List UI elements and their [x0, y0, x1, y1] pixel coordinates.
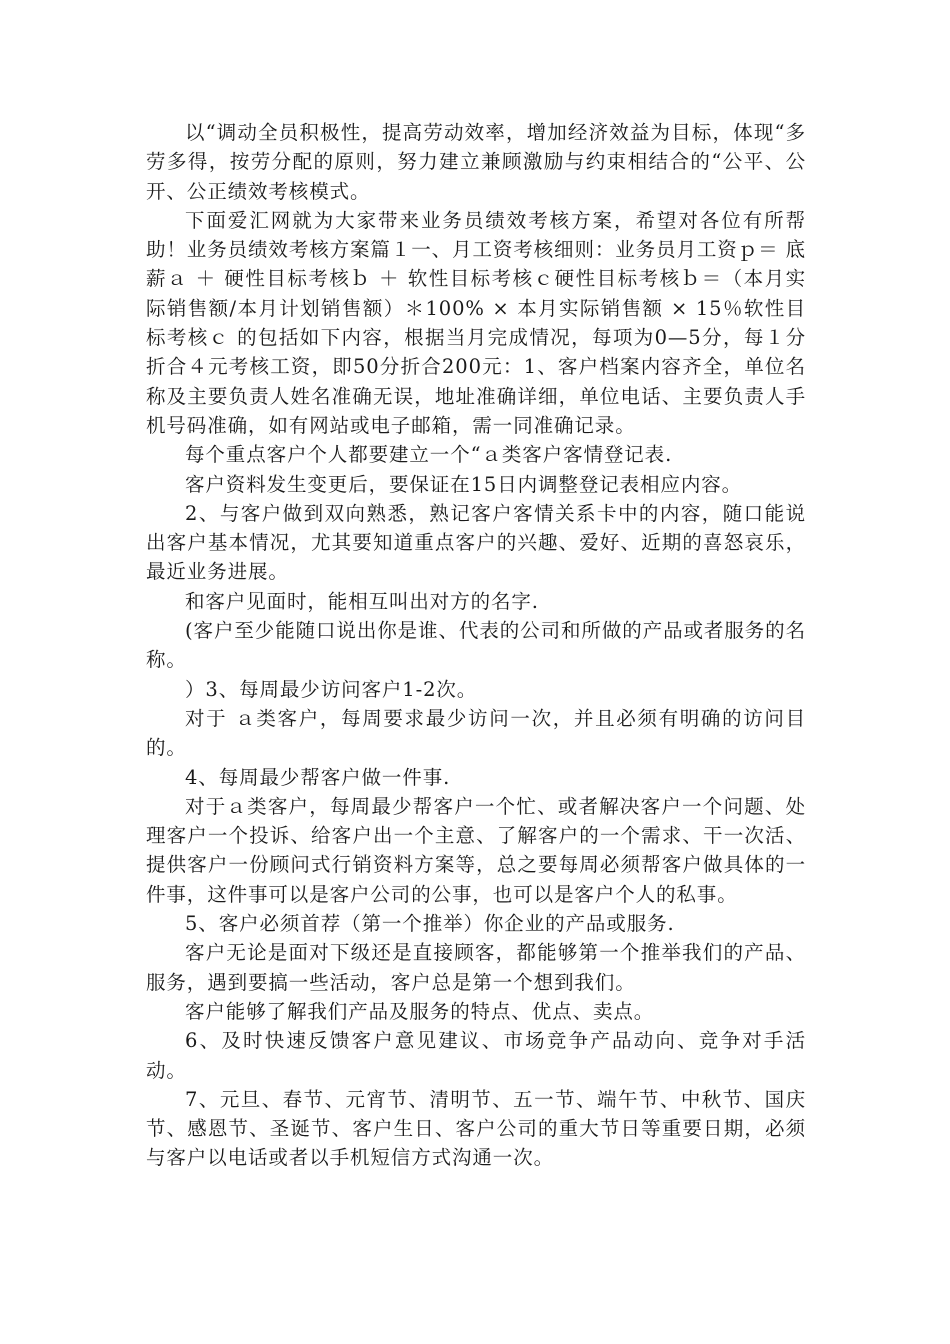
paragraph-item-6: 6、及时快速反馈客户意见建议、市场竞争产品动向、竞争对手活动。 [146, 1029, 806, 1082]
paragraph-plan-details: 下面爱汇网就为大家带来业务员绩效考核方案，希望对各位有所帮助！业务员绩效考核方案篇１一、月工资考核细则：业务员月工资ｐ＝ 底薪ａ ＋ 硬性目标考核ｂ ＋ 软性目标考核ｃ硬性目标考核ｂ＝（本月实际销售额/本月计划销售额）＊100% × 本月实际销售额 × 15％软性目标考核ｃ 的包括如下内容，根据当月完成情况，每项为0—5分，每１分折合４元考核工资，即50分折合200元：1、客户档案内容齐全，单位名称及主要负责人姓名准确无误，地址准确详细，单位电话、主要负责人手机号码准确，如有网站或电子邮箱，需一同准确记录。 [146, 208, 806, 437]
paragraph-client-register: 每个重点客户个人都要建立一个“ａ类客户客情登记表. [185, 443, 673, 467]
paragraph-item-4: 4、每周最少帮客户做一件事. [185, 765, 451, 789]
paragraph-client-recall: (客户至少能随口说出你是谁、代表的公司和所做的产品或者服务的名称。 [146, 619, 806, 672]
paragraph-recommend: 客户无论是面对下级还是直接顾客，都能够第一个推举我们的产品、服务，遇到要搞一些活动，客户总是第一个想到我们。 [146, 941, 806, 994]
paragraph-intro: 以“调动全员积极性，提高劳动效率，增加经济效益为目标，体现“多劳多得，按劳分配的原则，努力建立兼顾激励与约束相结合的“公平、公开、公正绩效考核模式。 [146, 121, 806, 203]
paragraph-item-3: ）3、每周最少访问客户1-2次。 [185, 677, 478, 701]
document-body [146, 118, 806, 1173]
paragraph-a-class-help: 对于ａ类客户，每周最少帮客户一个忙、或者解决客户一个问题、处理客户一个投诉、给客户出一个主意、了解客户的一个需求、干一次活、提供客户一份顾问式行销资料方案等，总之要每周必须帮客户做具体的一件事，这件事可以是客户公司的公事，也可以是客户个人的私事。 [146, 794, 806, 906]
paragraph-item-2: 2、与客户做到双向熟悉，熟记客户客情关系卡中的内容，随口能说出客户基本情况，尤其要知道重点客户的兴趣、爱好、近期的喜怒哀乐，最近业务进展。 [146, 501, 806, 584]
paragraph-understand: 客户能够了解我们产品及服务的特点、优点、卖点。 [185, 999, 655, 1023]
paragraph-data-update: 客户资料发生变更后，要保证在15日内调整登记表相应内容。 [185, 472, 743, 496]
paragraph-item-5: 5、客户必须首荐（第一个推举）你企业的产品或服务. [185, 912, 675, 936]
paragraph-item-7: 7、元旦、春节、元宵节、清明节、五一节、端午节、中秋节、国庆节、感恩节、圣诞节、客户生日、客户公司的重大节日等重要日期，必须与客户以电话或者以手机短信方式沟通一次。 [146, 1087, 806, 1170]
paragraph-a-class-visit: 对于 ａ类客户，每周要求最少访问一次，并且必须有明确的访问目的。 [146, 706, 806, 760]
paragraph-names: 和客户见面时，能相互叫出对方的名字. [185, 589, 539, 613]
